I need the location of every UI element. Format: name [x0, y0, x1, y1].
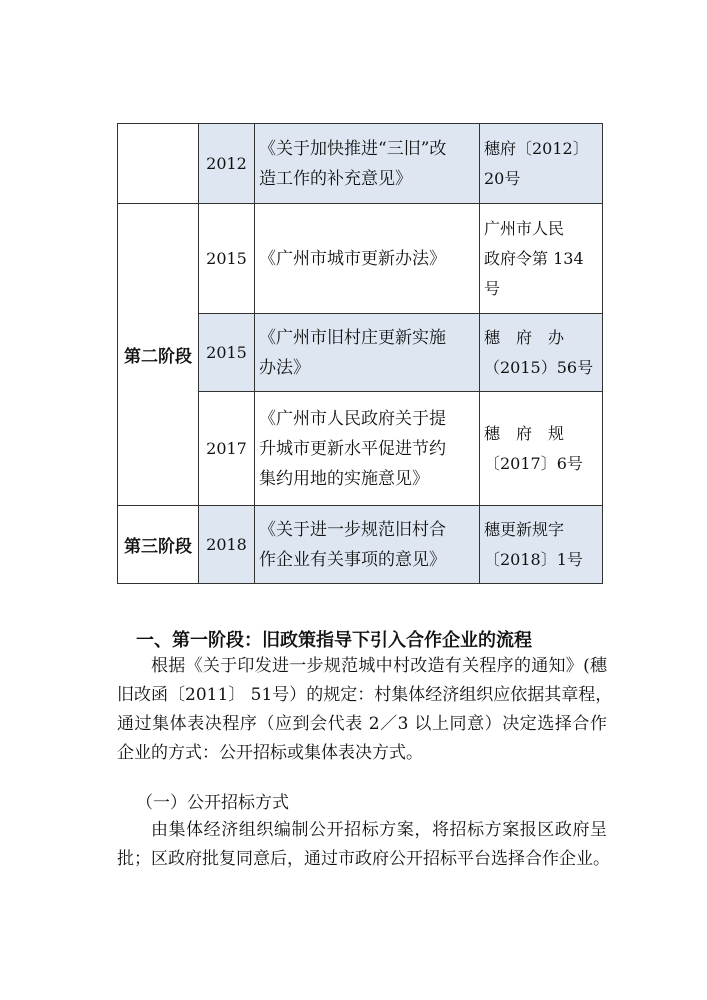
stage-cell [118, 124, 199, 204]
paragraph-line: 由集体经济组织编制公开招标方案，将招标方案报区政府呈 [151, 820, 607, 840]
paragraph-line: 通过集体表决程序（应到会代表 2／3 以上同意）决定选择合作 [117, 714, 607, 734]
year-cell: 2017 [199, 392, 255, 506]
docno-cell: 穗更新规字 〔2018〕1号 [480, 506, 603, 584]
subsection-heading: （一）公开招标方式 [136, 793, 289, 813]
year-cell: 2015 [199, 314, 255, 392]
title-cell: 《广州市人民政府关于提 升城市更新水平促进节约 集约用地的实施意见》 [255, 392, 480, 506]
section-heading: 一、第一阶段：旧政策指导下引入合作企业的流程 [136, 630, 532, 651]
paragraph-line: 企业的方式：公开招标或集体表决方式。 [117, 743, 423, 763]
year-cell: 2015 [199, 204, 255, 314]
paragraph-line: 根据《关于印发进一步规范城中村改造有关程序的通知》(穗 [151, 656, 607, 676]
paragraph-open-tender [117, 816, 610, 874]
paragraph-line: 旧改函〔2011〕 51号）的规定：村集体经济组织应依据其章程， [117, 685, 613, 705]
title-cell: 《广州市城市更新办法》 [255, 204, 480, 314]
year-cell: 2018 [199, 506, 255, 584]
docno-cell: 穗府〔2012〕 20号 [480, 124, 603, 204]
title-cell: 《关于加快推进“三旧”改 造工作的补充意见》 [255, 124, 480, 204]
title-cell: 《广州市旧村庄更新实施 办法》 [255, 314, 480, 392]
table-row [118, 204, 603, 314]
policy-table [117, 123, 603, 584]
docno-cell: 穗 府 规 〔2017〕6号 [480, 392, 603, 506]
docno-cell: 穗 府 办 （2015）56号 [480, 314, 603, 392]
year-cell: 2012 [199, 124, 255, 204]
docno-cell: 广州市人民 政府令第 134 号 [480, 204, 603, 314]
paragraph-line: 批；区政府批复同意后，通过市政府公开招标平台选择合作企业。 [117, 849, 610, 869]
table-row [118, 124, 603, 204]
stage-cell: 第二阶段 [118, 204, 199, 506]
title-cell: 《关于进一步规范旧村合 作企业有关事项的意见》 [255, 506, 480, 584]
table-row [118, 506, 603, 584]
paragraph-procedure [117, 652, 613, 768]
stage-cell: 第三阶段 [118, 506, 199, 584]
